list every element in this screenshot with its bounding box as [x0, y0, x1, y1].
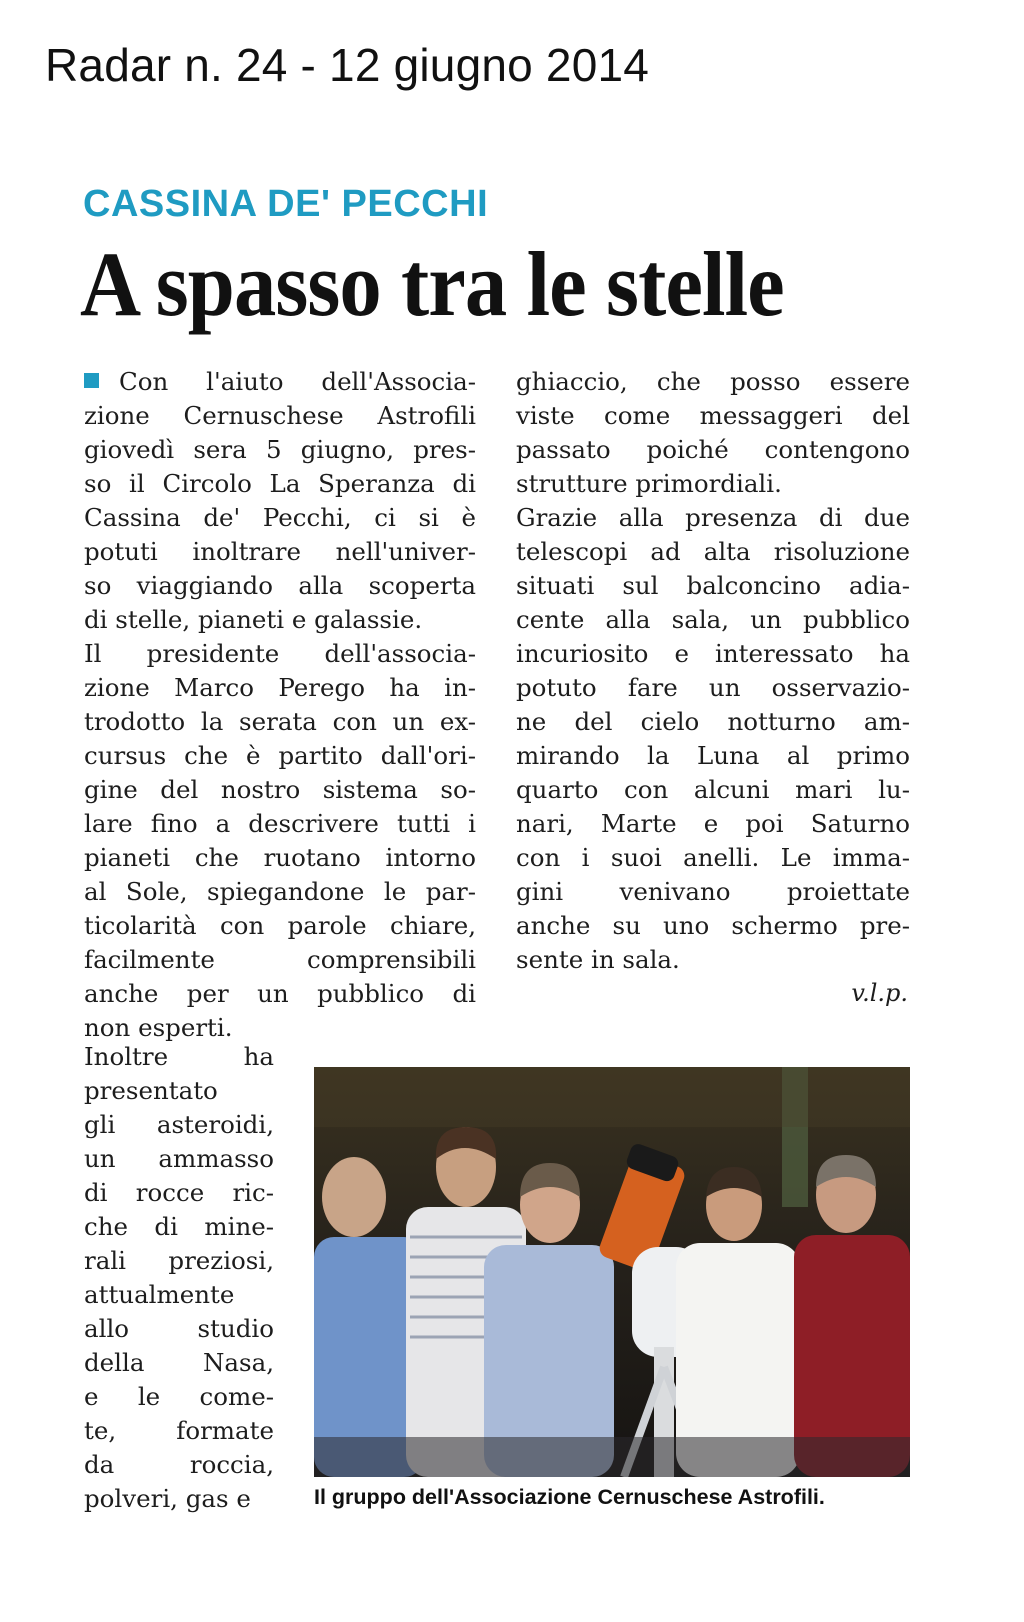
text-line: ne del cielo notturno am- [516, 707, 910, 736]
text-line: giovedì sera 5 giugno, pres- [84, 435, 476, 464]
text-line: facilmente comprensibili [84, 945, 476, 974]
article-signature: v.l.p. [851, 979, 908, 1007]
text-line: gine del nostro sistema so- [84, 775, 476, 804]
text-line: da roccia, [84, 1450, 274, 1479]
article-column-right [516, 365, 910, 977]
lead-square-icon [84, 373, 99, 388]
text-line [84, 365, 476, 399]
article-kicker: CASSINA DE' PECCHI [83, 183, 489, 225]
text-line: pianeti che ruotano intorno [84, 843, 476, 872]
text-line: al Sole, spiegandone le par- [84, 877, 476, 906]
text-line: anche su uno schermo pre- [516, 911, 910, 940]
text-line: telescopi ad alta risoluzione [516, 537, 910, 566]
text-line: gli asteroidi, [84, 1110, 274, 1139]
text-line-content: Con l'aiuto dell'Associa- [119, 367, 476, 396]
text-line: di stelle, pianeti e galassie. [84, 605, 423, 634]
text-line: strutture primordiali. [516, 469, 782, 498]
text-line: passato poiché contengono [516, 435, 910, 464]
text-line: presentato [84, 1076, 218, 1105]
text-line: un ammasso [84, 1144, 274, 1173]
text-line: cursus che è partito dall'ori- [84, 741, 476, 770]
article-column-narrow [84, 1040, 274, 1516]
text-line: zione Marco Perego ha in- [84, 673, 476, 702]
text-line: non esperti. [84, 1013, 233, 1042]
text-line: polveri, gas e [84, 1484, 251, 1513]
text-line: con i suoi anelli. Le imma- [516, 843, 910, 872]
text-line: gini venivano proiettate [516, 877, 910, 906]
text-line: attualmente [84, 1280, 235, 1309]
text-line: te, formate [84, 1416, 274, 1445]
text-line: potuti inoltrare nell'univer- [84, 537, 476, 566]
text-line: potuto fare un osservazio- [516, 673, 910, 702]
article-headline: A spasso tra le stelle [80, 233, 784, 335]
text-line: ticolarità con parole chiare, [84, 911, 476, 940]
text-line: lare fino a descrivere tutti i [84, 809, 476, 838]
text-line: Cassina de' Pecchi, ci si è [84, 503, 476, 532]
text-line: mirando la Luna al primo [516, 741, 910, 770]
photo-caption: Il gruppo dell'Associazione Cernuschese Astrofili. [314, 1485, 825, 1509]
article-column-left [84, 365, 476, 1045]
text-line: incuriosito e interessato ha [516, 639, 910, 668]
text-line: so il Circolo La Speranza di [84, 469, 476, 498]
text-line: Il presidente dell'associa- [84, 639, 476, 668]
text-line: viste come messaggeri del [516, 401, 910, 430]
text-line: anche per un pubblico di [84, 979, 476, 1008]
text-line: di rocce ric- [84, 1178, 274, 1207]
text-line: e le come- [84, 1382, 274, 1411]
text-line: sente in sala. [516, 945, 680, 974]
text-line: della Nasa, [84, 1348, 274, 1377]
group-photo-illustration [314, 1067, 910, 1477]
text-line: che di mine- [84, 1212, 274, 1241]
source-line: Radar n. 24 - 12 giugno 2014 [45, 39, 650, 91]
text-line: quarto con alcuni mari lu- [516, 775, 910, 804]
text-line: ghiaccio, che posso essere [516, 367, 910, 396]
article-photo [314, 1067, 910, 1477]
text-line: situati sul balconcino adia- [516, 571, 910, 600]
text-line: nari, Marte e poi Saturno [516, 809, 910, 838]
text-line: Grazie alla presenza di due [516, 503, 910, 532]
text-line: so viaggiando alla scoperta [84, 571, 476, 600]
text-line: allo studio [84, 1314, 274, 1343]
text-line: zione Cernuschese Astrofili [84, 401, 476, 430]
text-line: Inoltre ha [84, 1042, 274, 1071]
text-line: cente alla sala, un pubblico [516, 605, 910, 634]
text-line: trodotto la serata con un ex- [84, 707, 476, 736]
text-line: rali preziosi, [84, 1246, 274, 1275]
